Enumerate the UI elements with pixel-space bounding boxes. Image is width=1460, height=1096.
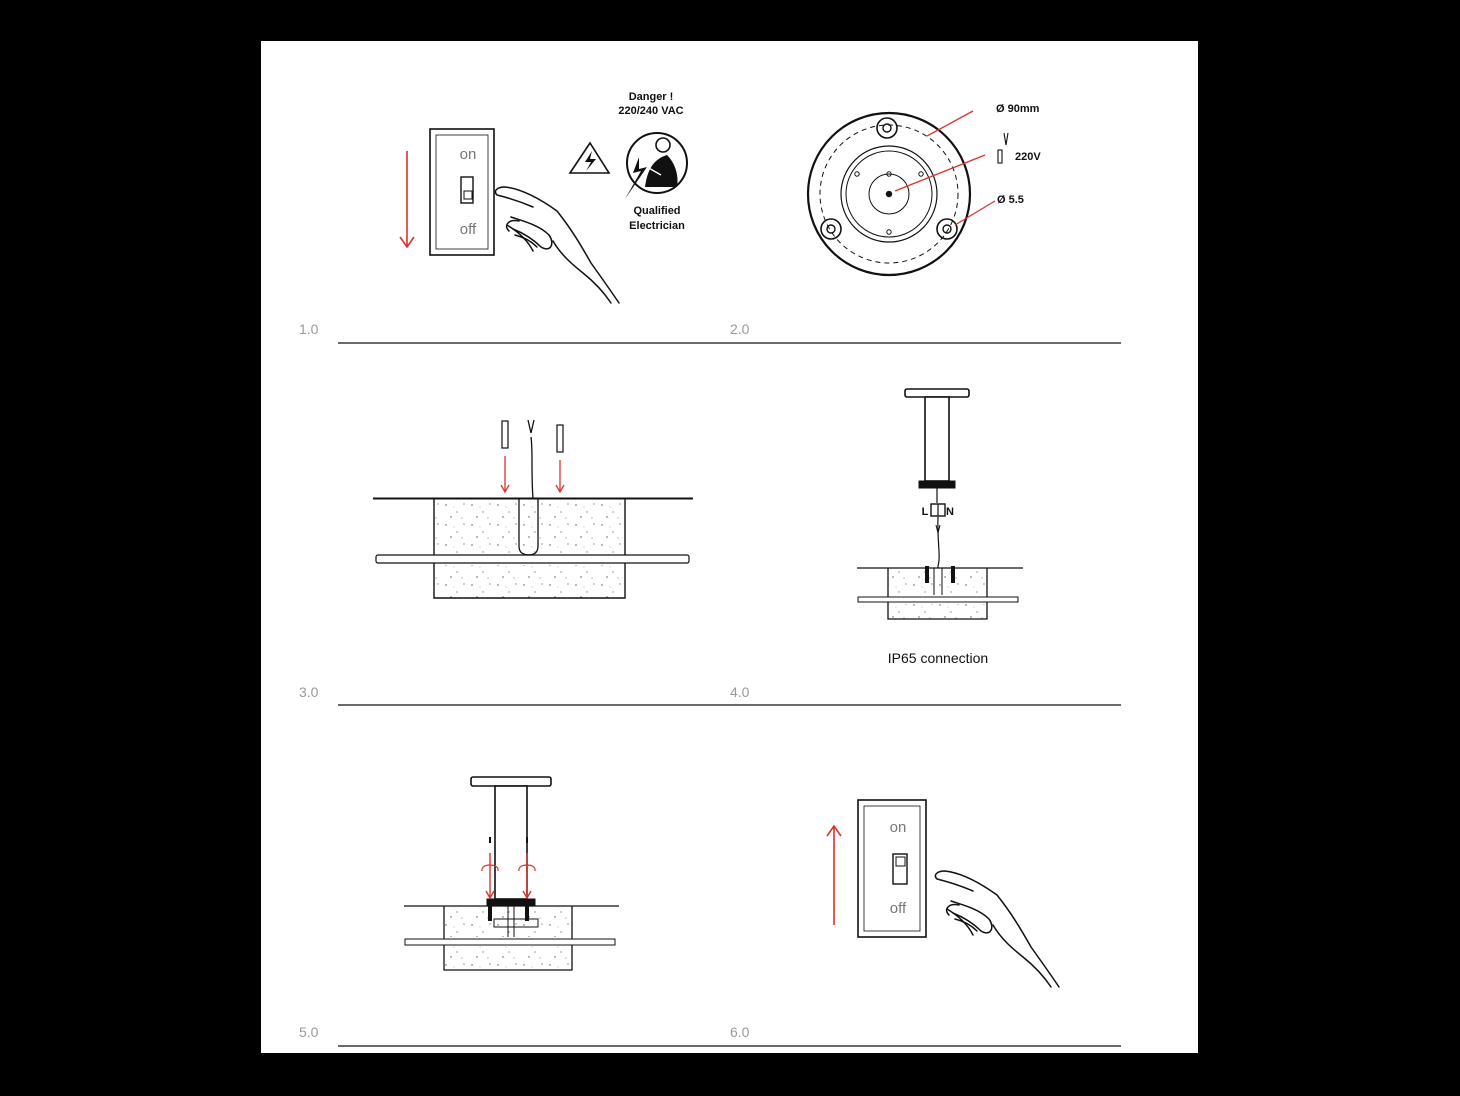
- switch-off-label: off: [889, 900, 907, 917]
- mount-hole-right: [937, 219, 957, 239]
- hole-diameter-label: Ø 5.5: [997, 194, 1024, 206]
- anchor-right: [556, 425, 564, 492]
- plate-diameter-label: Ø 90mm: [996, 103, 1040, 115]
- ip65-caption: IP65 connection: [887, 650, 989, 666]
- step-number-5: 5.0: [299, 1024, 319, 1040]
- down-arrow: [400, 151, 414, 247]
- step-2-mounting-plate-illustration: [808, 111, 1008, 275]
- electric-hazard-icon: [570, 143, 609, 173]
- anchor-left: [501, 421, 509, 492]
- step-4-wiring-illustration: [857, 389, 1023, 666]
- step-number-4: 4.0: [730, 684, 750, 700]
- step-6-switch-on-illustration: [827, 800, 1059, 987]
- step-5-fixing-illustration: [404, 777, 619, 970]
- step-3-concrete-cross-section: [373, 420, 693, 598]
- wall-switch: [430, 129, 494, 255]
- terminal-live-label: L: [921, 506, 929, 518]
- voltage-warning-label: 220/240 VAC: [618, 105, 684, 117]
- cable-wire: [528, 420, 534, 499]
- qualified-label: Qualified: [633, 205, 681, 217]
- switch-on-label: on: [459, 146, 477, 163]
- switch-off-label: off: [459, 221, 477, 238]
- terminal-neutral-label: N: [946, 506, 954, 518]
- installation-diagram: [261, 41, 1198, 1053]
- hand: [935, 871, 1059, 987]
- bollard-light: [471, 777, 551, 906]
- connector-block: [931, 504, 945, 516]
- hand: [495, 187, 619, 303]
- mount-hole-left: [821, 219, 841, 239]
- mount-hole-top: [877, 118, 897, 138]
- step-1-switch-off-illustration: [400, 91, 687, 303]
- wall-switch: [858, 800, 926, 937]
- bollard-light: [905, 389, 969, 488]
- danger-label: Danger !: [628, 91, 674, 103]
- cable-icon: [998, 133, 1008, 163]
- electrician-label: Electrician: [629, 220, 685, 232]
- instruction-sheet: [261, 41, 1198, 1053]
- up-arrow: [827, 826, 841, 925]
- step-number-6: 6.0: [730, 1024, 750, 1040]
- step-number-1: 1.0: [299, 321, 319, 337]
- supply-voltage-label: 220V: [1015, 151, 1041, 163]
- switch-on-label: on: [889, 819, 907, 836]
- step-number-2: 2.0: [730, 321, 750, 337]
- step-number-3: 3.0: [299, 684, 319, 700]
- qualified-electrician-icon: [625, 133, 687, 199]
